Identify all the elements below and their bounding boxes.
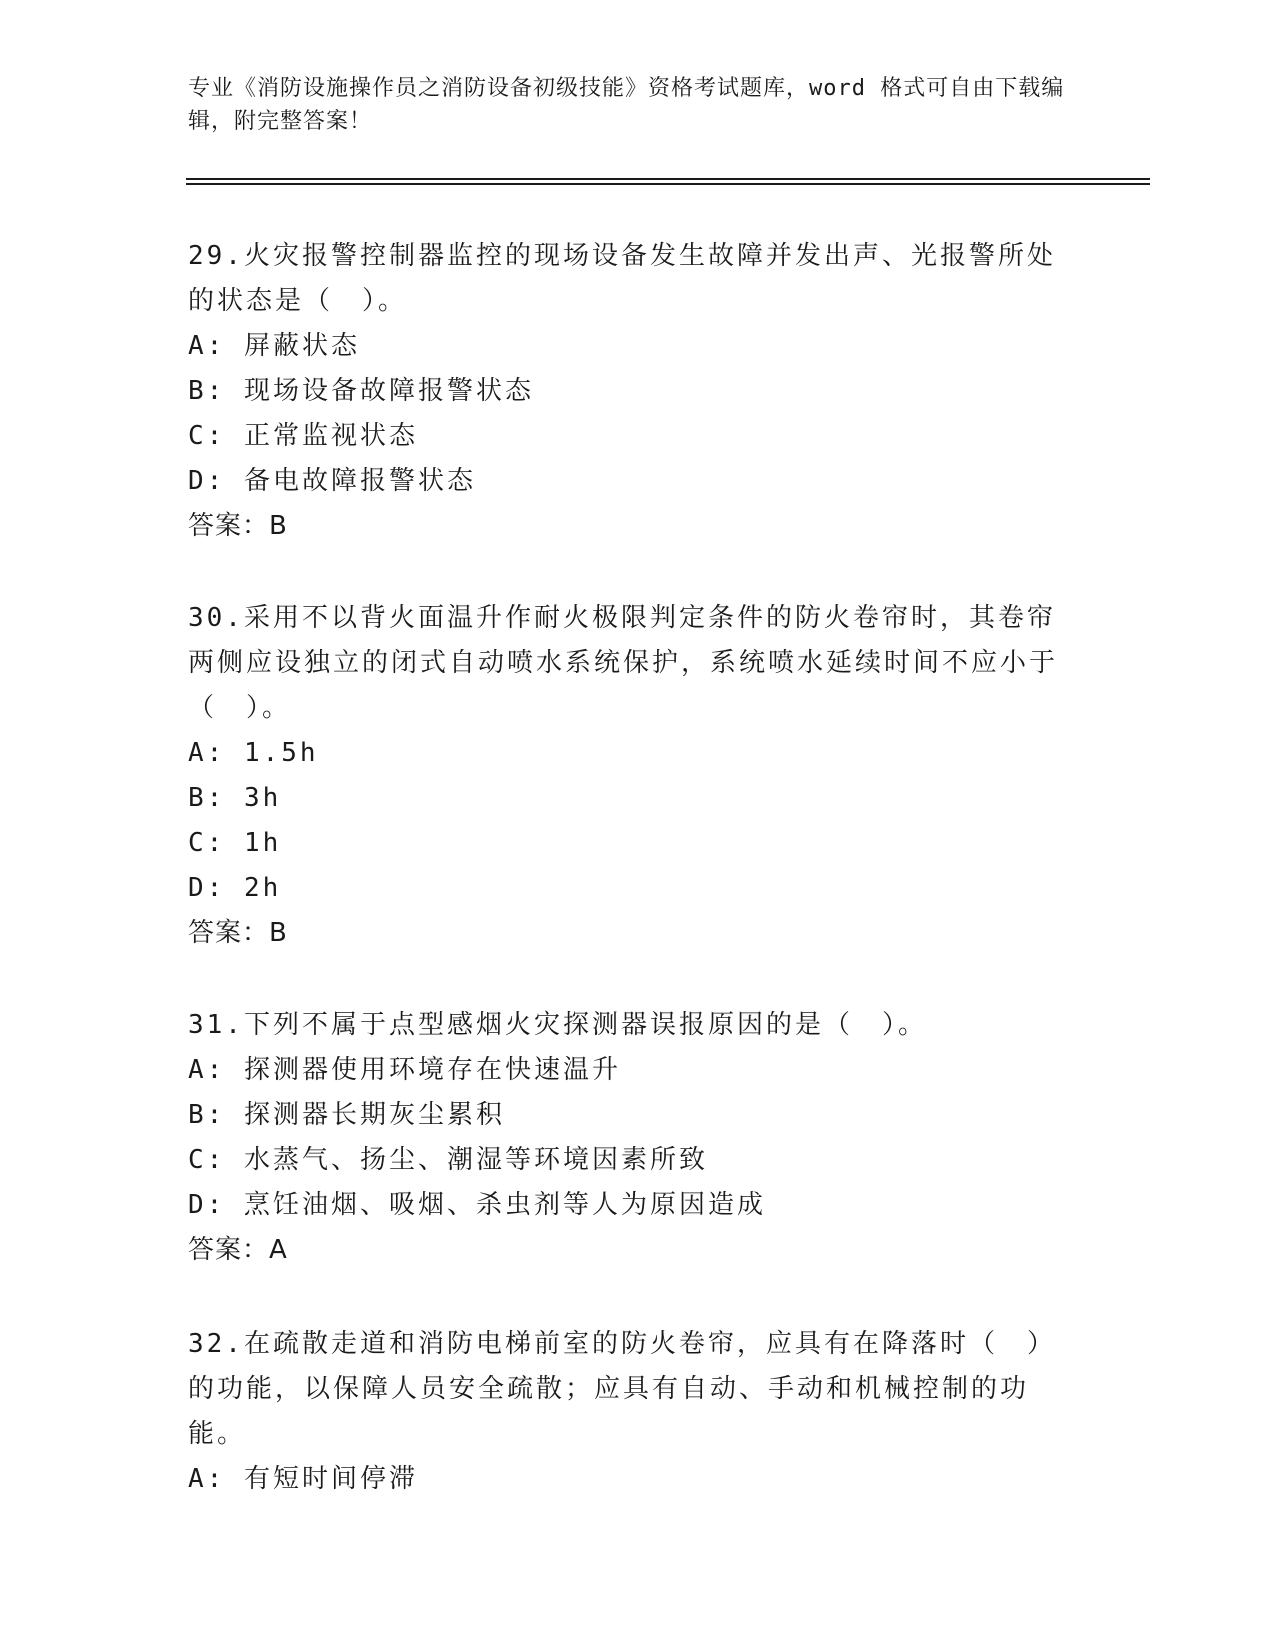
- header-divider-top: [186, 178, 1150, 180]
- option-text: 备电故障报警状态: [243, 466, 476, 496]
- option-a: [188, 731, 1068, 776]
- option-text: 3h: [243, 783, 282, 813]
- answer-line: 答案：B: [188, 918, 288, 948]
- option-text: 屏蔽状态: [243, 331, 360, 361]
- option-b: [188, 1093, 1068, 1138]
- option-text: 探测器使用环境存在快速温升: [243, 1055, 621, 1085]
- option-text: 探测器长期灰尘累积: [243, 1100, 505, 1130]
- option-text: 1h: [243, 828, 282, 858]
- option-text: 正常监视状态: [243, 421, 418, 451]
- option-a: [188, 1457, 1068, 1502]
- question-31: [188, 1003, 1068, 1273]
- option-c: [188, 414, 1068, 459]
- option-letter: C:: [188, 1145, 226, 1175]
- question-stem: 30.采用不以背火面温升作耐火极限判定条件的防火卷帘时，其卷帘两侧应设独立的闭式自动喷水系统保护，系统喷水延续时间不应小于（ ）。: [188, 603, 1059, 723]
- answer-line: 答案：A: [188, 1235, 288, 1265]
- option-d: [188, 866, 1068, 911]
- option-b: [188, 776, 1068, 821]
- option-letter: C:: [188, 828, 226, 858]
- option-a: [188, 324, 1068, 369]
- option-letter: A:: [188, 738, 226, 768]
- option-text: 水蒸气、扬尘、潮湿等环境因素所致: [243, 1145, 708, 1175]
- option-letter: C:: [188, 421, 226, 451]
- option-d: [188, 459, 1068, 504]
- question-30: [188, 596, 1068, 956]
- option-letter: B:: [188, 1100, 226, 1130]
- document-header-intro: 专业《消防设施操作员之消防设备初级技能》资格考试题库，word 格式可自由下载编辑，附完整答案！: [188, 76, 1065, 134]
- option-letter: D:: [188, 873, 226, 903]
- option-text: 1.5h: [243, 738, 319, 768]
- option-text: 有短时间停滞: [243, 1464, 418, 1494]
- option-text: 现场设备故障报警状态: [243, 376, 534, 406]
- question-stem: 31.下列不属于点型感烟火灾探测器误报原因的是（ ）。: [188, 1010, 927, 1040]
- option-letter: D:: [188, 1190, 226, 1220]
- question-stem: 32.在疏散走道和消防电梯前室的防火卷帘，应具有在降落时（ ）的功能，以保障人员安全疏散；应具有自动、手动和机械控制的功能。: [188, 1329, 1056, 1449]
- option-letter: D:: [188, 466, 226, 496]
- option-a: [188, 1048, 1068, 1093]
- option-c: [188, 821, 1068, 866]
- option-text: 烹饪油烟、吸烟、杀虫剂等人为原因造成: [243, 1190, 766, 1220]
- option-letter: B:: [188, 376, 226, 406]
- option-c: [188, 1138, 1068, 1183]
- question-32: [188, 1322, 1068, 1502]
- option-d: [188, 1183, 1068, 1228]
- question-stem: 29.火灾报警控制器监控的现场设备发生故障并发出声、光报警所处的状态是（ ）。: [188, 241, 1056, 316]
- option-text: 2h: [243, 873, 282, 903]
- answer-line: 答案：B: [188, 511, 288, 541]
- option-letter: A:: [188, 1055, 226, 1085]
- option-letter: A:: [188, 1464, 226, 1494]
- question-29: [188, 234, 1068, 549]
- option-letter: A:: [188, 331, 226, 361]
- header-divider-bottom: [186, 183, 1150, 185]
- option-letter: B:: [188, 783, 226, 813]
- option-b: [188, 369, 1068, 414]
